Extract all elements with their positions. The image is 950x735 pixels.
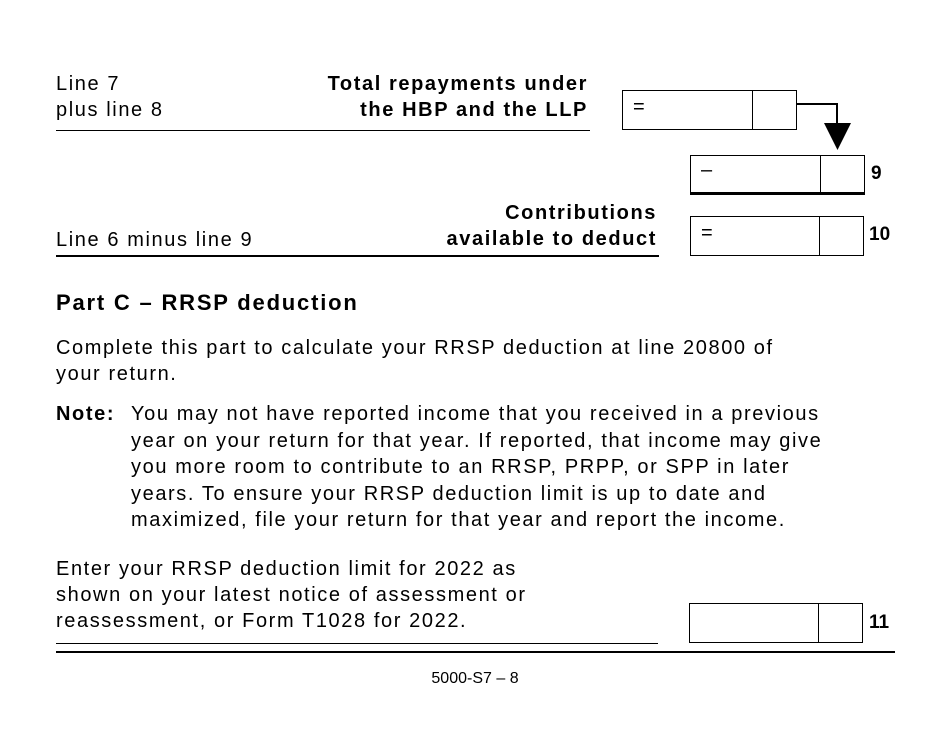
line10-equals-sign: = xyxy=(701,222,713,244)
part-c-intro-line1: Complete this part to calculate your RRSP deduction at line 20800 of xyxy=(56,337,774,359)
down-arrow-icon xyxy=(790,95,860,155)
note-line: year on your return for that year. If reported, that income may give xyxy=(131,429,823,452)
row10-label-line1: Contributions xyxy=(505,202,657,224)
row8-equals-sign: = xyxy=(633,96,645,118)
row11-underline xyxy=(56,643,658,644)
line11-cents-divider xyxy=(818,604,819,642)
row11-text-line3: reassessment, or Form T1028 for 2022. xyxy=(56,610,468,632)
row8-underline xyxy=(56,130,590,131)
line9-minus-sign: – xyxy=(701,159,713,181)
note-line: You may not have reported income that you received in a previous xyxy=(131,403,820,425)
line9-cents-divider xyxy=(820,156,821,192)
row8-label-line2: the HBP and the LLP xyxy=(360,99,588,121)
row8-left-line1: Line 7 xyxy=(56,73,121,95)
note-line: you more room to contribute to an RRSP, PRPP, or SPP in later xyxy=(131,456,790,478)
note-body xyxy=(131,401,822,534)
line-number-9: 9 xyxy=(871,163,882,184)
row10-label-line2: available to deduct xyxy=(446,228,657,250)
line9-amount-field[interactable] xyxy=(690,155,865,195)
row8-amount-field[interactable] xyxy=(622,90,797,130)
line11-amount-field[interactable] xyxy=(689,603,863,643)
row11-text-line2: shown on your latest notice of assessment or xyxy=(56,584,527,606)
line-number-10: 10 xyxy=(869,224,891,245)
row10-left-text: Line 6 minus line 9 xyxy=(56,229,254,251)
part-c-intro-line2: your return. xyxy=(56,363,178,385)
note-line: years. To ensure your RRSP deduction limit is up to date and xyxy=(131,482,767,505)
note-label: Note: xyxy=(56,403,116,425)
part-c-heading: Part C – RRSP deduction xyxy=(56,290,359,315)
row8-cents-divider xyxy=(752,91,753,129)
line10-cents-divider xyxy=(819,217,820,255)
section-end-rule xyxy=(56,651,895,653)
page-footer: 5000-S7 – 8 xyxy=(431,670,519,687)
line-number-11: 11 xyxy=(869,612,890,633)
note-line: maximized, file your return for that year and report the income. xyxy=(131,509,786,531)
line10-amount-field[interactable] xyxy=(690,216,864,256)
row8-left-line2: plus line 8 xyxy=(56,99,164,121)
row8-label-line1: Total repayments under xyxy=(327,73,588,95)
row10-underline xyxy=(56,255,659,257)
row11-text-line1: Enter your RRSP deduction limit for 2022 as xyxy=(56,558,517,580)
